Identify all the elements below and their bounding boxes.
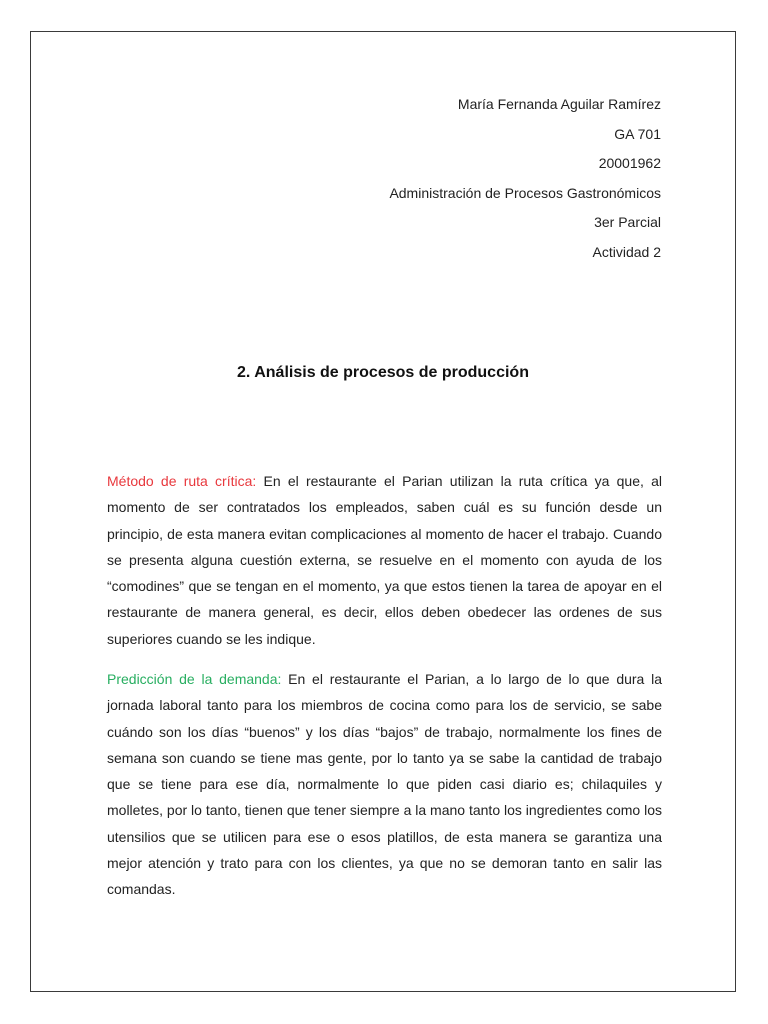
paragraph-text: En el restaurante el Parian, a lo largo de lo que dura la jornada laboral tanto para los miembros de cocina como para los de servicio, se sabe cuándo son los días “buenos” y los días “bajos” de trabajo, normalmente los fines de semana son cuando se tiene mas gente, por lo tanto ya se sabe la cantidad de trabajo que se tiene para ese día, normalmente lo que piden casi diario es; chilaquiles y molletes, por lo tanto, tienen que tener siempre a la mano tanto los ingredientes como los utensilios que se utilicen para ese o esos platillos, de esta manera se garantiza una mejor atención y trato para con los clientes, ya que no se demoran tanto en salir las comandas. <box>107 671 662 898</box>
paragraph-text: En el restaurante el Parian utilizan la ruta crítica ya que, al momento de ser contratados los empleados, saben cuál es su función desde un principio, de esta manera evitan complicaciones al momento de hacer el trabajo. Cuando se presenta alguna cuestión externa, se resuelve en el momento con ayuda de los “comodines” que se tengan en el momento, ya que estos tienen la tarea de apoyar en el restaurante de manera general, es decir, ellos deben obedecer las ordenes de sus superiores cuando se les indique. <box>107 473 662 647</box>
header-block <box>389 90 661 268</box>
activity-label: Actividad 2 <box>592 243 661 260</box>
student-id: 20001962 <box>598 155 661 172</box>
course-name: Administración de Procesos Gastronómicos <box>389 184 661 201</box>
document-page <box>30 31 736 992</box>
paragraph-lead: Predicción de la demanda: <box>107 671 282 687</box>
author-name: María Fernanda Aguilar Ramírez <box>457 96 661 112</box>
paragraph-demand-prediction <box>107 666 662 903</box>
paragraph-lead: Método de ruta crítica: <box>107 473 257 489</box>
document-title: 2. Análisis de procesos de producción <box>237 364 529 381</box>
paragraph-critical-path <box>107 468 662 652</box>
group-code: GA 701 <box>614 125 661 142</box>
term-label: 3er Parcial <box>594 214 661 231</box>
